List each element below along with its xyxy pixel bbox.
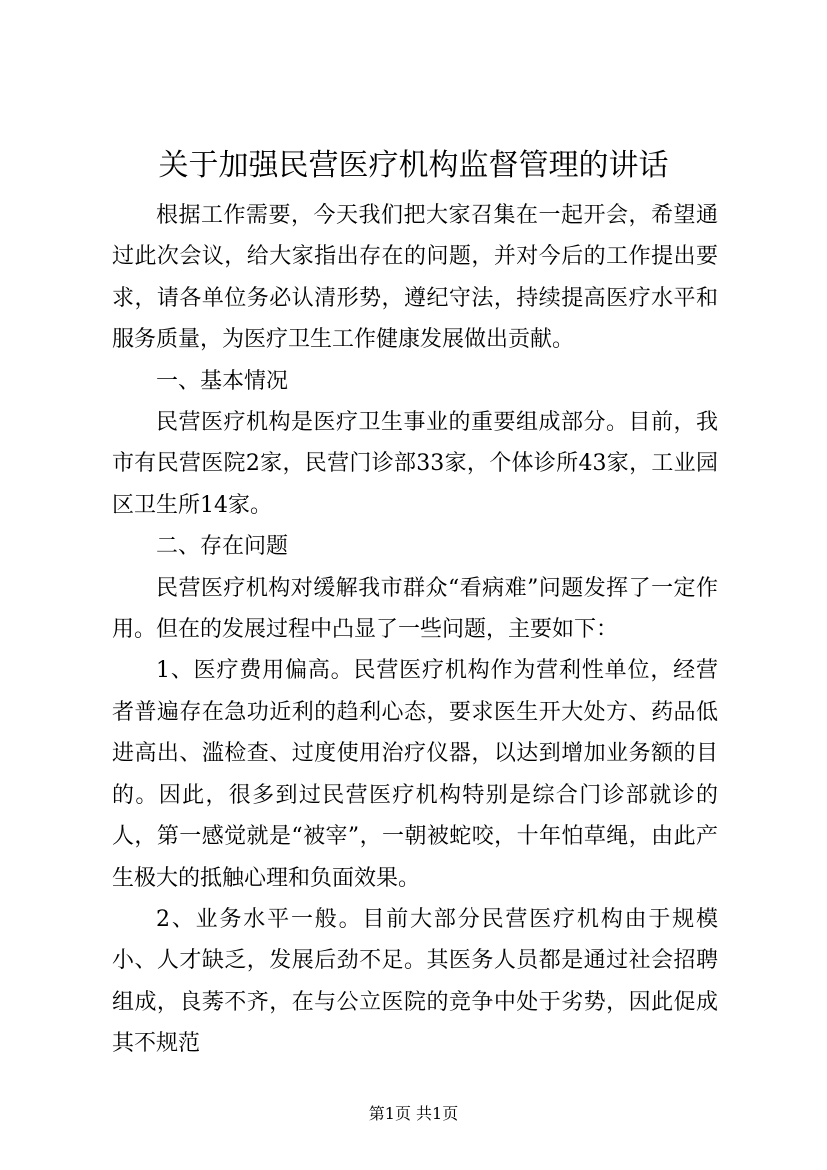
paragraph-problems-overview: 民营医疗机构对缓解我市群众“看病难”问题发挥了一定作用。但在的发展过程中凸显了一些问题，主要如下： bbox=[112, 575, 718, 643]
section-heading-basic-situation: 一、基本情况 bbox=[156, 368, 289, 394]
page-footer bbox=[0, 1104, 827, 1124]
paragraph-intro: 根据工作需要，今天我们把大家召集在一起开会，希望通过此次会议，给大家指出存在的问题，并对今后的工作提出要求，请各单位务必认清形势，遵纪守法，持续提高医疗水平和服务质量，为医疗卫生工作健康发展做出贡献。 bbox=[112, 203, 718, 353]
paragraph-problem-2: 2、业务水平一般。目前大部分民营医疗机构由于规模小、人才缺乏，发展后劲不足。其医务人员都是通过社会招聘组成，良莠不齐，在与公立医院的竞争中处于劣势，因此促成其不规范 bbox=[112, 906, 718, 1057]
section-heading-problems: 二、存在问题 bbox=[156, 534, 289, 560]
page-number-label: 第1页 共1页 bbox=[368, 1104, 459, 1123]
paragraph-basic-situation: 民营医疗机构是医疗卫生事业的重要组成部分。目前，我市有民营医院2家，民营门诊部33家，个体诊所43家，工业园区卫生所14家。 bbox=[112, 410, 718, 518]
document-body bbox=[112, 195, 718, 1065]
document-title: 关于加强民营医疗机构监督管理的讲话 bbox=[158, 148, 669, 183]
paragraph-problem-1: 1、医疗费用偏高。民营医疗机构作为营利性单位，经营者普遍存在急功近利的趋利心态，要求医生开大处方、药品低进高出、滥检查、过度使用治疗仪器，以达到增加业务额的目的。因此，很多到过民营医疗机构特别是综合门诊部就诊的人，第一感觉就是“被宰”，一朝被蛇咬，十年怕草绳，由此产生极大的抵触心理和负面效果。 bbox=[112, 658, 718, 891]
